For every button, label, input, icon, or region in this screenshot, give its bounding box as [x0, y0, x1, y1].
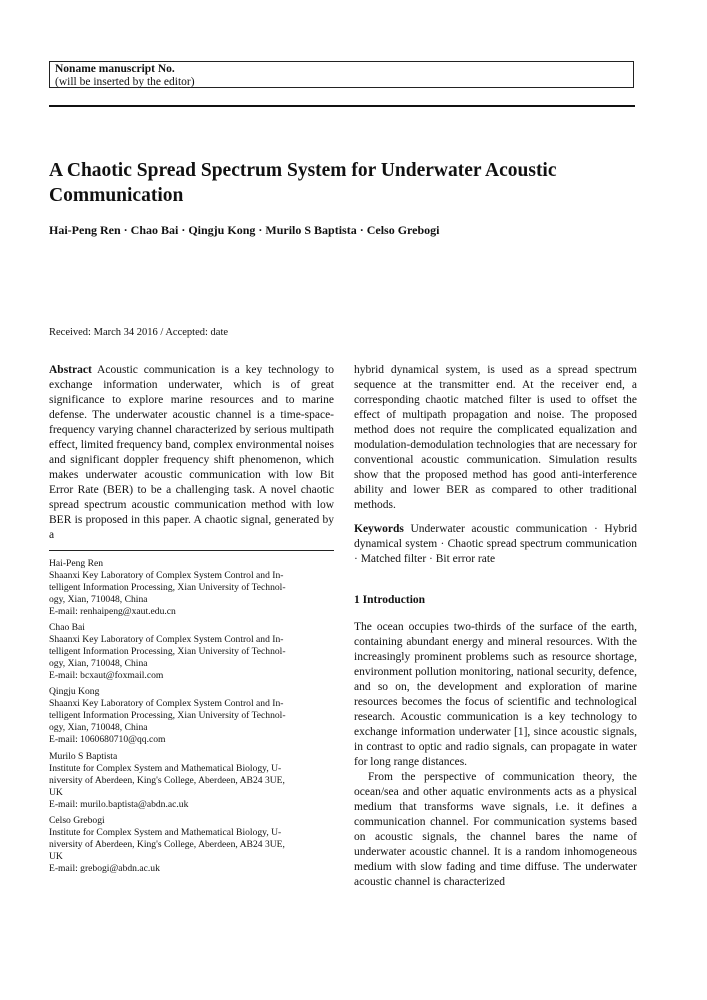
affiliation-line: niversity of Aberdeen, King's College, Aberdeen, AB24 3UE, — [49, 838, 285, 850]
abstract-label: Abstract — [49, 364, 92, 376]
affiliation-line: Shaanxi Key Laboratory of Complex System Control and In- — [49, 633, 284, 645]
affiliation-line: Institute for Complex System and Mathematical Biology, U- — [49, 762, 282, 774]
author-list: Hai-Peng Ren · Chao Bai · Qingju Kong · Murilo S Baptista · Celso Grebogi — [49, 223, 440, 237]
affiliation-line: niversity of Aberdeen, King's College, Aberdeen, AB24 3UE, — [49, 774, 285, 786]
affiliation-kong — [49, 686, 334, 746]
affiliation-name: Celso Grebogi — [49, 815, 105, 826]
affiliation-name: Chao Bai — [49, 622, 85, 633]
affiliation-line: UK — [49, 786, 63, 798]
abstract-text-part1: Acoustic communication is a key technology to exchange information underwater, which is of great significance to explore marine resources and to marine defense. The underwater acoustic channel is a time-space-frequency varying channel characterized by serious multipath effect, limited frequency band, complex environmental noises and significant doppler frequency shift phenomenon, which makes underwater acoustic communication with low Bit Error Rate (BER) to be a challenging task. A novel chaotic spread spectrum acoustic communication method with low BER is proposed in this paper. A chaotic signal, generated by a — [49, 364, 335, 541]
affiliation-email: E-mail: bcxaut@foxmail.com — [49, 669, 164, 681]
affiliation-line: Shaanxi Key Laboratory of Complex System Control and In- — [49, 569, 284, 581]
affiliation-line: Shaanxi Key Laboratory of Complex System Control and In- — [49, 697, 284, 709]
affiliation-line: Institute for Complex System and Mathematical Biology, U- — [49, 826, 282, 838]
right-column — [354, 363, 637, 890]
affiliation-line: UK — [49, 850, 63, 862]
keywords-text: Underwater acoustic communication · Hybrid dynamical system · Chaotic spread spectrum communication · Matched filter · Bit error rate — [354, 523, 638, 565]
keywords-label: Keywords — [354, 523, 404, 535]
affiliation-line: ogy, Xian, 710048, China — [49, 657, 148, 669]
header-rule — [49, 105, 635, 107]
paper-title: A Chaotic Spread Spectrum System for Underwater Acoustic Communication — [49, 160, 557, 206]
affiliation-email: E-mail: grebogi@abdn.ac.uk — [49, 862, 160, 874]
affiliation-name: Murilo S Baptista — [49, 751, 118, 762]
affiliation-line: ogy, Xian, 710048, China — [49, 593, 148, 605]
intro-paragraph-1: The ocean occupies two-thirds of the surface of the earth, containing abundant energy and mineral resources. With the increasingly prominent problems such as resource shortage, environment pollution monitoring, national security, defence, and so on, the development and exploration of marine resources becomes the focus of scientific and technological research. Acoustic communication is a key technology to exchange information underwater [1], since acoustic signals, in contrast to optic and radio signals, can propagate in water for long range distances. — [354, 621, 637, 768]
abstract-continued: hybrid dynamical system, is used as a spread spectrum sequence at the transmitter end. At the receiver end, a corresponding chaotic matched filter is used to offset the effect of multipath propagation and noise. The proposed method does not require the complicated equalization and modulation-demodulation technologies that are necessary for conventional acoustic communication. Simulation results show that the proposed method has good anti-interference ability and lower BER as compared to other traditional methods. — [354, 364, 637, 511]
affiliation-line: ogy, Xian, 710048, China — [49, 721, 148, 733]
editor-placeholder-box — [49, 61, 634, 88]
affiliation-name: Hai-Peng Ren — [49, 558, 104, 569]
keywords-paragraph — [354, 522, 637, 567]
section-heading-introduction: 1 Introduction — [354, 594, 426, 606]
affiliation-name: Qingju Kong — [49, 686, 100, 697]
abstract-paragraph — [49, 363, 334, 543]
affiliation-bai — [49, 622, 334, 682]
intro-paragraph-2: From the perspective of communication theory, the ocean/sea and other aquatic environments acts as a physical medium that transforms wave signals, i.e. it defines a communication channel. For communication systems based on acoustic signals, the channel bares the name of underwater acoustic channel. It is a random inhomogeneous medium with slow fading and time diffuse. The underwater acoustic channel is characterized — [354, 771, 637, 888]
editor-note: (will be inserted by the editor) — [55, 75, 195, 88]
affiliation-email: E-mail: murilo.baptista@abdn.ac.uk — [49, 798, 189, 810]
manuscript-number: Noname manuscript No. — [55, 63, 175, 75]
affiliation-email: E-mail: renhaipeng@xaut.edu.cn — [49, 605, 176, 617]
affiliation-email: E-mail: 1060680710@qq.com — [49, 733, 166, 745]
received-date: Received: March 34 2016 / Accepted: date — [49, 327, 229, 338]
affiliation-grebogi — [49, 815, 334, 875]
footnote-rule — [49, 550, 334, 551]
left-column — [49, 363, 334, 543]
affiliation-line: telligent Information Processing, Xian University of Technol- — [49, 709, 286, 721]
affiliation-baptista — [49, 751, 334, 811]
affiliation-line: telligent Information Processing, Xian University of Technol- — [49, 581, 286, 593]
affiliation-ren — [49, 558, 334, 618]
affiliation-line: telligent Information Processing, Xian University of Technol- — [49, 645, 286, 657]
